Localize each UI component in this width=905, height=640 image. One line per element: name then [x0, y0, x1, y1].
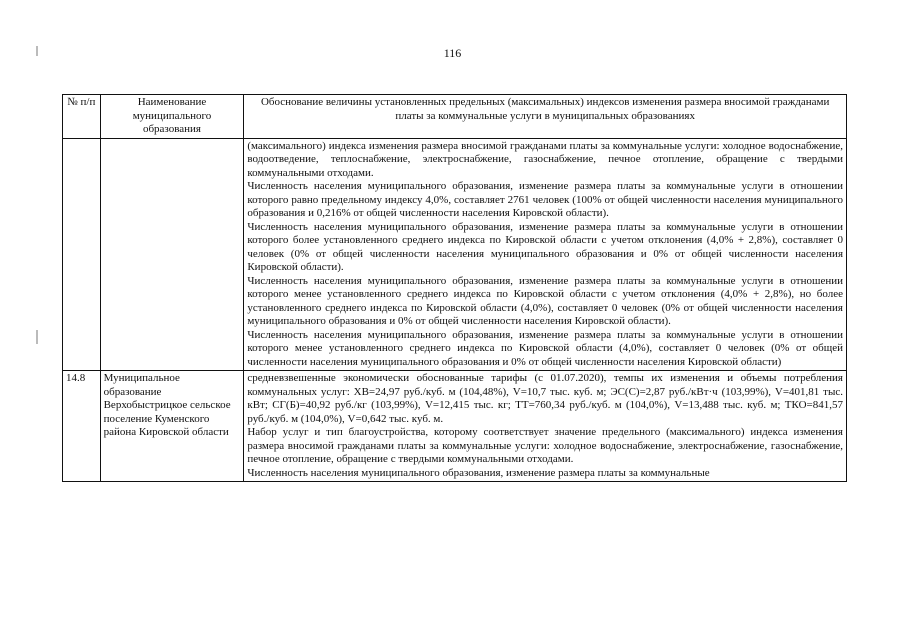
cell-num: 14.8	[63, 371, 101, 482]
paragraph: Численность населения муниципального образования, изменение размера платы за коммунальные услуги в отношении которого более установленного среднего индекса по Кировской области с учетом отклонения (4,0% + 2,8%), составляет 0 человек (0% от общей численности населения муниципального образования и 0% от общей численности населения Кировской области).	[247, 220, 843, 273]
header-justification: Обоснование величины установленных предельных (максимальных) индексов изменения размера вносимой гражданами платы за коммунальные услуги в муниципальных образованиях	[244, 95, 847, 139]
paragraph: Набор услуг и тип благоустройства, которому соответствует значение предельного (максимального) индекса изменения размера вносимой гражданами платы за коммунальные услуги: холодное водоснабжение, электроснабжение, газоснабжение, печное отопление, обращение с твердыми коммунальными отходами.	[247, 426, 843, 465]
cell-justification	[244, 371, 847, 482]
paragraph: (максимального) индекса изменения размера вносимой гражданами платы за коммунальные услуги: холодное водоснабжение, водоотведение, теплоснабжение, электроснабжение, газоснабжение, печное отопление, обращение с твердыми коммунальными отходами.	[247, 139, 843, 179]
paragraph: Численность населения муниципального образования, изменение размера платы за коммунальные	[247, 466, 710, 479]
table-row	[63, 138, 847, 371]
table-header-row	[63, 95, 847, 139]
cell-name: Муниципальное образование Верхобыстрицкое сельское поселение Куменского района Кировской области	[100, 371, 244, 482]
page-number: 116	[443, 46, 462, 60]
cell-name	[100, 138, 244, 371]
paragraph: Численность населения муниципального образования, изменение размера платы за коммунальные услуги в отношении которого менее установленного среднего индекса по Кировской области (4,0%), составляет 0 человек (0% от общей численности населения муниципального образования и 0% от общей численности населения Кировской области)	[247, 328, 843, 368]
cell-justification	[244, 138, 847, 371]
paragraph: Численность населения муниципального образования, изменение размера платы за коммунальные услуги в отношении которого менее установленного среднего индекса по Кировской области с учетом отклонения (4,0% + 2,8%), но более установленного среднего индекса по Кировской области (4,0%), составляет 0 человек (0% от общей численности населения муниципального образования и 0% от общей численности населения Кировской области).	[247, 274, 843, 327]
cell-num	[63, 138, 101, 371]
scan-mark	[36, 330, 38, 344]
scan-mark	[36, 46, 38, 56]
justification-table	[62, 94, 847, 482]
header-num: № п/п	[63, 95, 101, 139]
paragraph: Численность населения муниципального образования, изменение размера платы за коммунальные услуги в отношении которого равно предельному индексу 4,0%, составляет 2761 человек (100% от общей численности населения муниципального образования и 0,216% от общей численности населения Кировской области).	[247, 180, 843, 219]
paragraph: средневзвешенные экономически обоснованные тарифы (с 01.07.2020), темпы их изменения и объемы потребления коммунальных услуг: ХВ=24,97 руб./куб. м (104,48%), V=10,7 тыс. куб. м; ЭС(С)=2,87 руб./кВт·ч (103,99%), V=401,81 тыс. кВт; СГ(Б)=40,92 руб./кг (103,99%), V=12,415 тыс. кг; ТТ=760,34 руб./куб. м (104,0%), V=13,488 тыс. куб. м; ТКО=841,57 руб./куб. м (104,0%), V=0,642 тыс. куб. м.	[247, 372, 843, 425]
table-row	[63, 371, 847, 482]
header-name: Наименование муниципального образования	[100, 95, 244, 139]
